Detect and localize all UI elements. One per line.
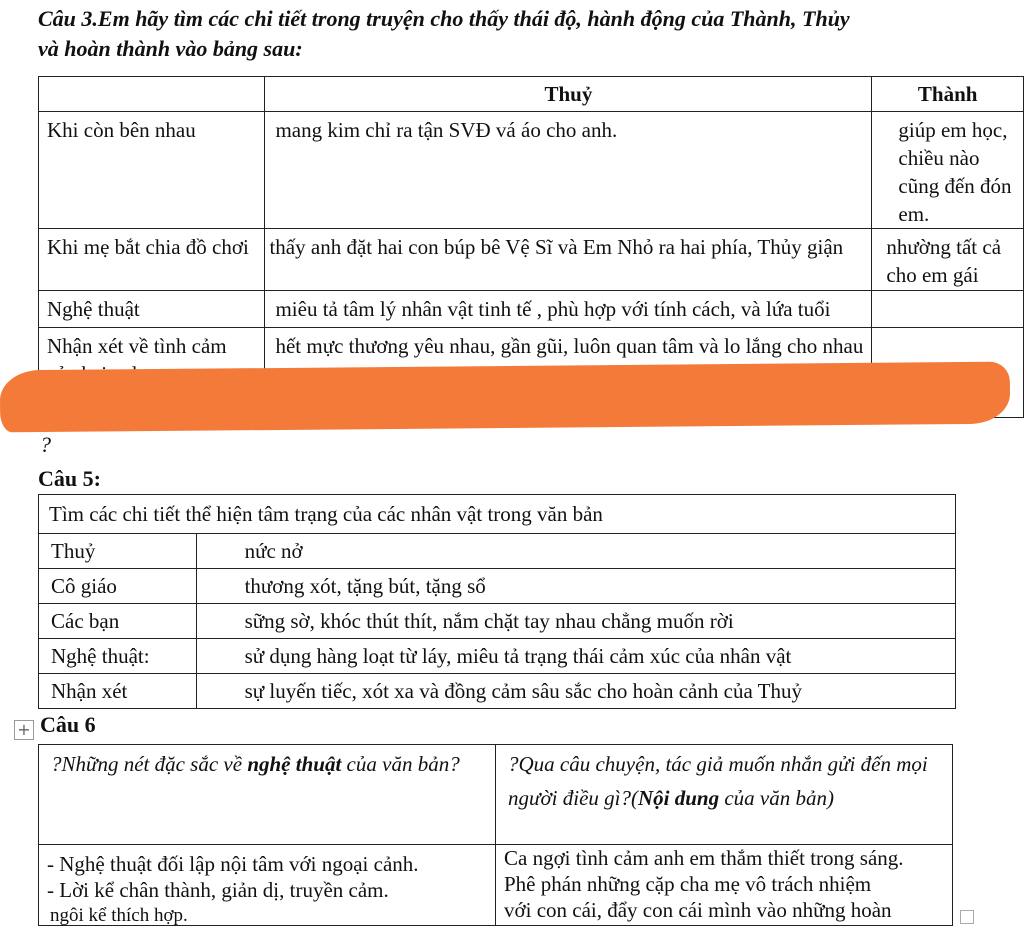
table3-header-content-post: của văn bản) xyxy=(719,786,834,810)
table1-row-label: Khi mẹ bắt chia đồ chơi xyxy=(39,229,265,291)
redaction-scribble xyxy=(0,362,1010,433)
question-5-title: Câu 5: xyxy=(38,466,101,491)
table3-header-art-pre: ?Những nét đặc sắc về xyxy=(51,752,248,776)
table2-row-value: sử dụng hàng loạt từ láy, miêu tả trạng thái cảm xúc của nhân vật xyxy=(196,639,955,674)
table2-row-value: thương xót, tặng bút, tặng sổ xyxy=(196,569,955,604)
table2-header: Tìm các chi tiết thể hiện tâm trạng của các nhân vật trong văn bản xyxy=(39,495,956,534)
question-mark: ? xyxy=(40,432,51,457)
table3-art-line-1: - Nghệ thuật đối lập nội tâm với ngoại cảnh. xyxy=(47,852,419,876)
table1-row-label: Nhận xét về tình cảm xyxy=(39,328,265,418)
table3-header-content-pre: ?Qua câu chuyện, tác giả muốn nhắn gửi đến mọi người điều gì?( xyxy=(508,752,928,810)
table-move-handle-icon[interactable]: + xyxy=(14,720,34,740)
table1-header-thanh: Thành xyxy=(872,77,1024,112)
table2-row-label: Nghệ thuật: xyxy=(39,639,197,674)
table2-row-value: sự luyến tiếc, xót xa và đồng cảm sâu sắc cho hoàn cảnh của Thuỷ xyxy=(196,674,955,709)
table3-header-content-bold: Nội dung xyxy=(637,786,720,810)
table3-content-line-2: Phê phán những cặp cha mẹ vô trách nhiệm xyxy=(504,872,872,896)
table1-cell-thanh xyxy=(872,291,1024,328)
cutoff-line: ngôi kể thích hợp. xyxy=(50,905,188,926)
table-art-content xyxy=(38,744,953,926)
table3-content-line-1: Ca ngợi tình cảm anh em thắm thiết trong sáng. xyxy=(504,846,904,870)
table1-row-label: Khi còn bên nhau xyxy=(39,112,265,229)
question-6-title: Câu 6 xyxy=(40,712,96,737)
resize-handle-icon[interactable] xyxy=(960,910,974,924)
table2-row-value: sững sờ, khóc thút thít, nắm chặt tay nhau chẳng muốn rời xyxy=(196,604,955,639)
table1-cell-thanh: giúp em học, chiều nào cũng đến đón em. xyxy=(872,112,1024,229)
table1-header-empty xyxy=(39,77,265,112)
table1-row-label: Nghệ thuật xyxy=(39,291,265,328)
table1-cell-thanh: nhường tất cả cho em gái xyxy=(872,229,1024,291)
table3-header-art-post: của văn bản? xyxy=(341,752,460,776)
table3-header-art-bold: nghệ thuật xyxy=(247,752,342,776)
table2-row-label: Thuỷ xyxy=(39,534,197,569)
table3-header-art xyxy=(39,745,496,845)
table2-row-label: Cô giáo xyxy=(39,569,197,604)
table3-header-content xyxy=(496,745,953,845)
table2-row-label: Nhận xét xyxy=(39,674,197,709)
table1-cell-thuy: thấy anh đặt hai con búp bê Vệ Sĩ và Em Nhỏ ra hai phía, Thủy giận xyxy=(265,229,872,291)
question-3-title xyxy=(38,4,998,64)
table1-header-thuy: Thuỷ xyxy=(265,77,872,112)
table3-art-line-2: - Lời kể chân thành, giản dị, truyền cảm. xyxy=(47,878,389,902)
table1-cell-comment: hết mực thương yêu nhau, gần gũi, luôn quan tâm và lo lắng cho nhau xyxy=(275,334,864,358)
table3-content-line-3: với con cái, đẩy con cái mình vào những hoàn xyxy=(504,898,892,922)
table2-row-label: Các bạn xyxy=(39,604,197,639)
table1-cell-art: miêu tả tâm lý nhân vật tinh tế , phù hợp với tính cách, và lứa tuổi xyxy=(275,297,831,321)
table2-row-value: nức nở xyxy=(196,534,955,569)
table1-cell-thuy: mang kim chỉ ra tận SVĐ vá áo cho anh. xyxy=(265,112,872,229)
question-3-line-1: Câu 3.Em hãy tìm các chi tiết trong truyện cho thấy thái độ, hành động của Thành, Thủy xyxy=(38,6,850,31)
table-emotions xyxy=(38,494,956,709)
question-3-line-2: và hoàn thành vào bảng sau: xyxy=(38,36,303,61)
